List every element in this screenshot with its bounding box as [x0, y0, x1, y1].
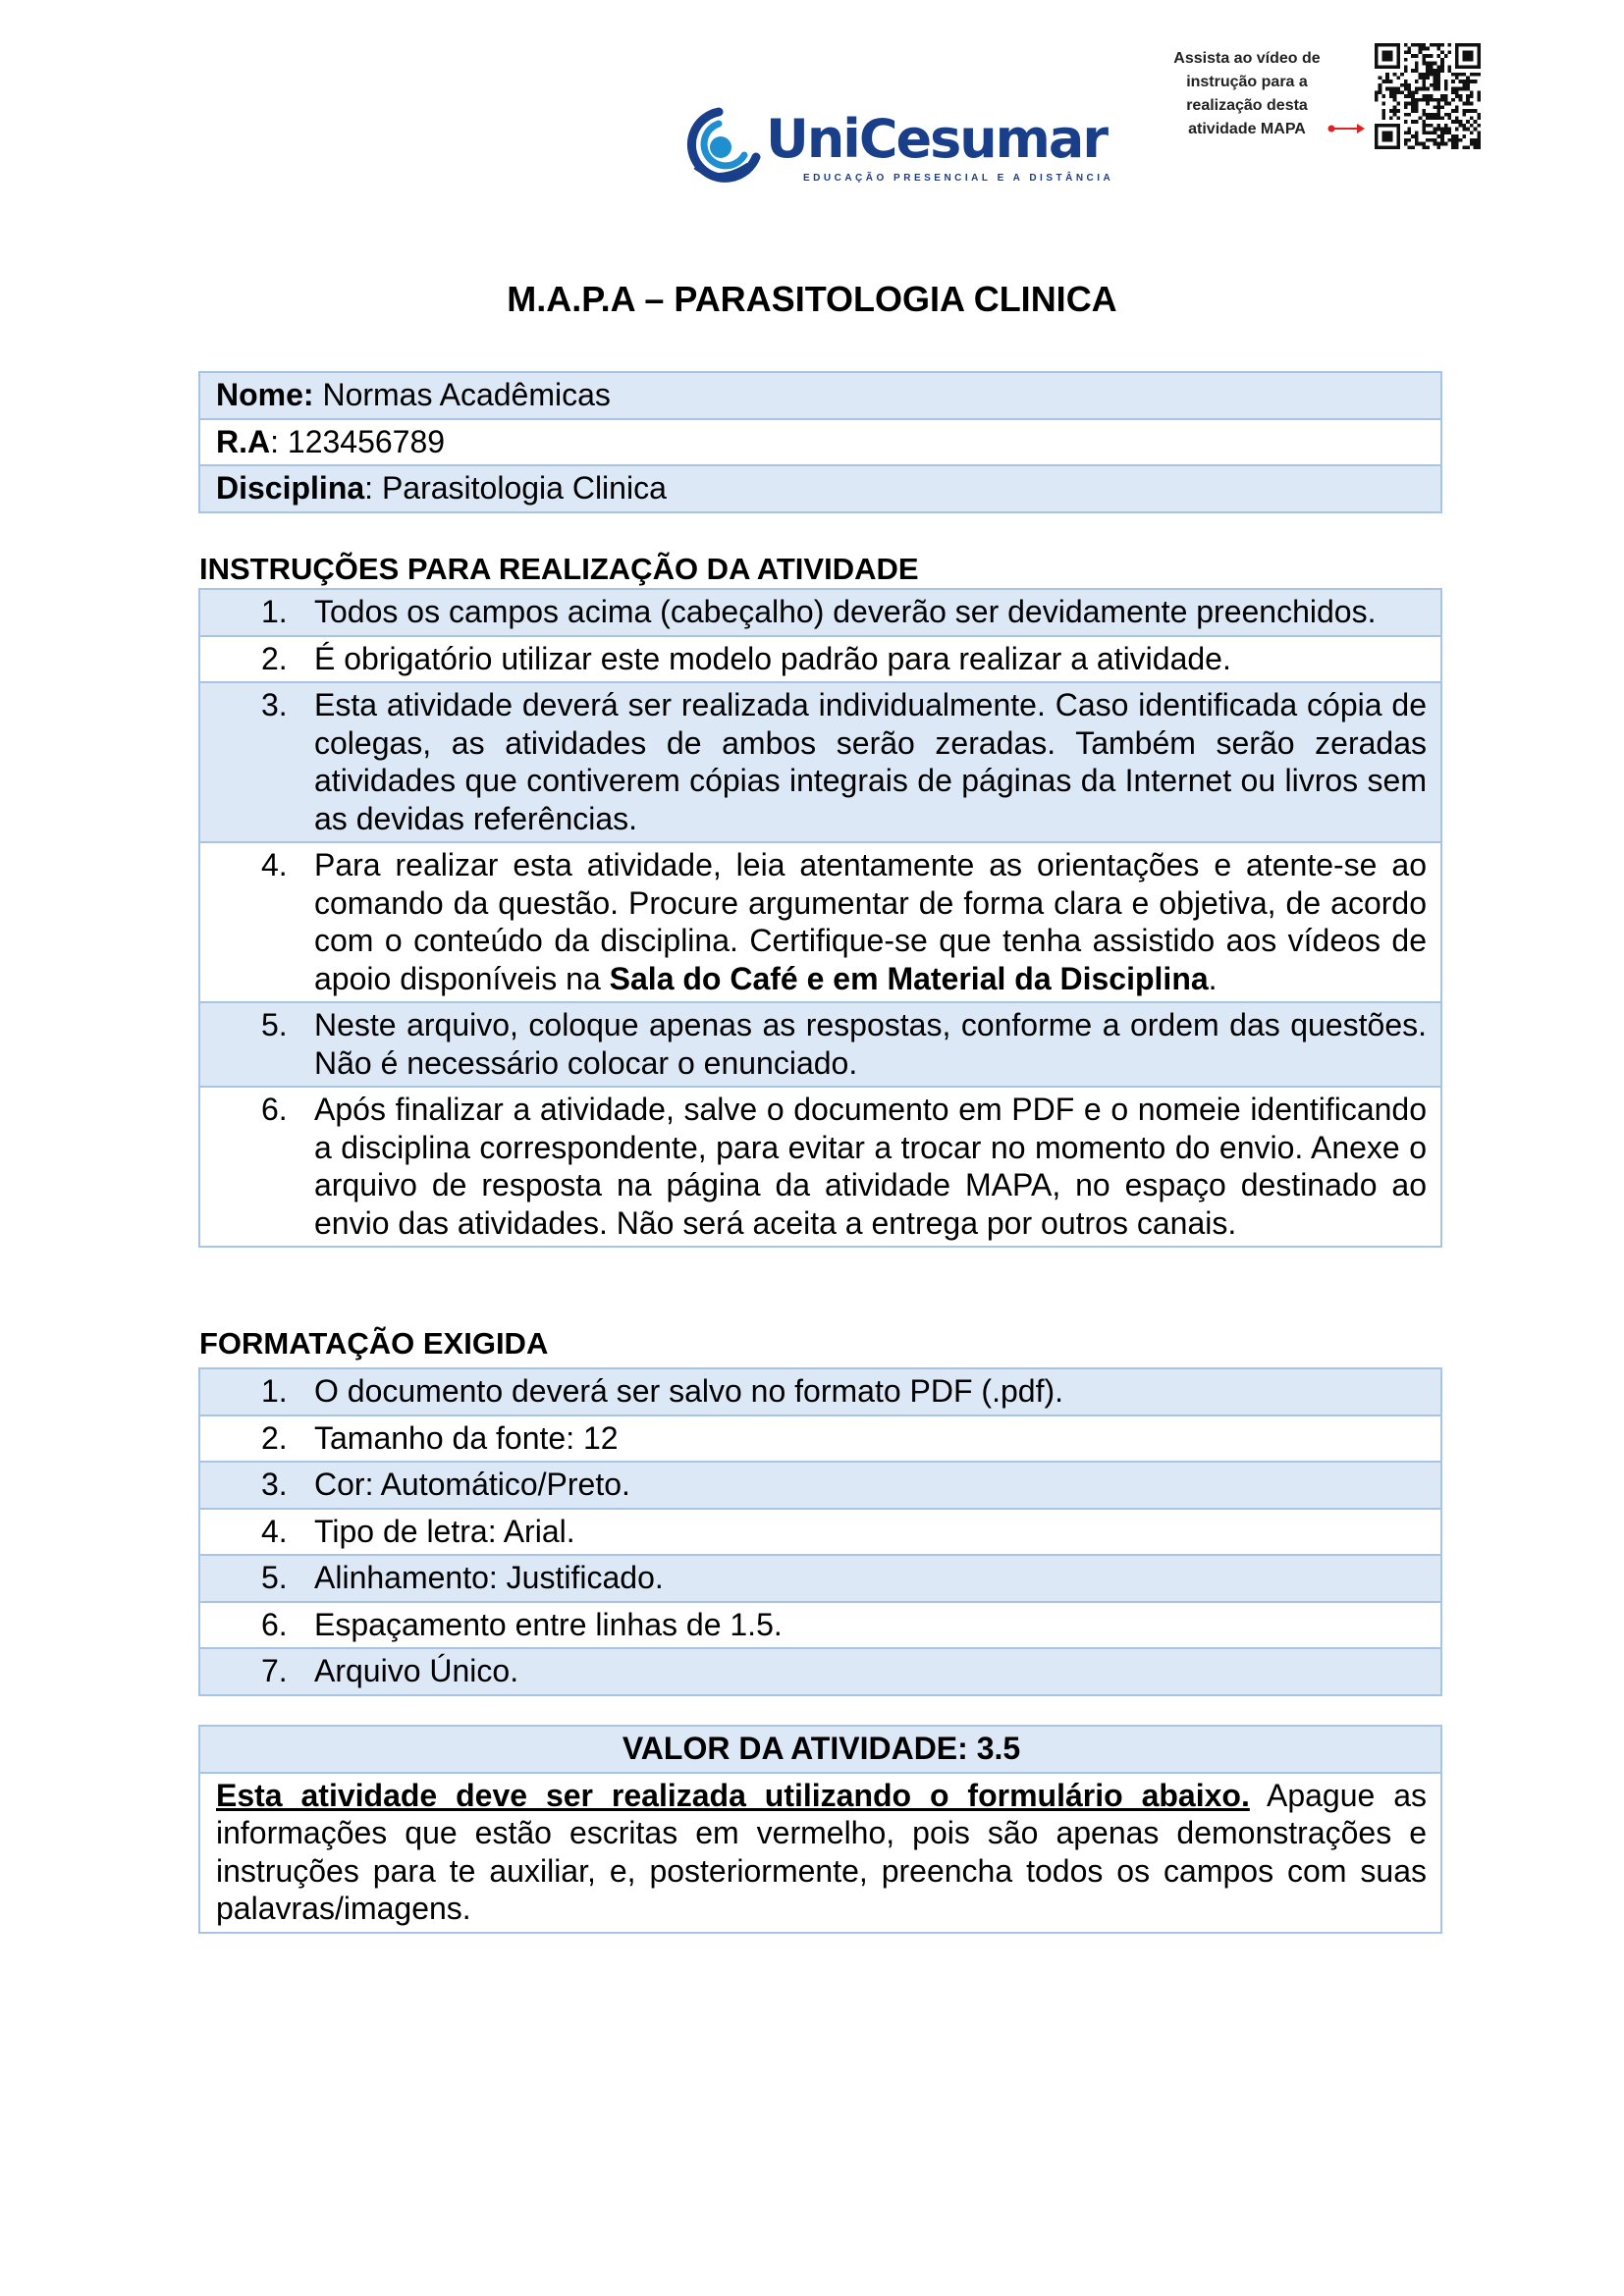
item-number: 1. — [261, 594, 288, 629]
list-item — [200, 841, 1440, 1001]
student-ra-row — [200, 418, 1440, 465]
student-discipline-value[interactable]: : Parasitologia Clinica — [364, 470, 667, 506]
field-label: Disciplina — [216, 470, 365, 506]
item-text: Espaçamento entre linhas de 1.5. — [314, 1606, 783, 1642]
item-text: É obrigatório utilizar este modelo padrão para realizar a atividade. — [314, 640, 1231, 676]
formatting-heading: FORMATAÇÃO EXIGIDA — [199, 1326, 549, 1361]
item-text: Todos os campos acima (cabeçalho) deverão ser devidamente preenchidos. — [314, 594, 1377, 629]
qr-note-line: Assista ao vídeo de — [1173, 50, 1321, 67]
item-number: 1. — [261, 1373, 288, 1409]
item-text: Neste arquivo, coloque apenas as respostas, conforme a ordem das questões. Não é necessário colocar o enunciado. — [314, 1007, 1427, 1081]
item-number: 2. — [261, 640, 288, 676]
item-number: 6. — [261, 1092, 288, 1127]
list-item — [200, 1647, 1440, 1694]
logo-tagline: EDUCAÇÃO PRESENCIAL E A DISTÂNCIA — [803, 173, 1114, 184]
item-number: 2. — [261, 1419, 288, 1456]
item-number: 7. — [261, 1653, 288, 1688]
item-text: Alinhamento: Justificado. — [314, 1560, 664, 1595]
unicesumar-logo — [676, 106, 1114, 190]
item-text: Após finalizar a atividade, salve o documento em PDF e o nomeie identificando a disciplina correspondente, para evitar a trocar no momento do envio. Anexe o arquivo de resposta na página da atividade MAPA, no espaço destinado ao envio das atividades. Não será aceita a entrega por outros canais. — [314, 1092, 1427, 1241]
item-number: 5. — [261, 1560, 288, 1595]
list-item — [200, 1415, 1440, 1462]
list-item — [200, 1601, 1440, 1648]
item-number: 3. — [261, 1467, 288, 1502]
item-text: Esta atividade deverá ser realizada individualmente. Caso identificada cópia de colegas, as atividades de ambos serão zeradas. Também serão zeradas atividades que contiverem cópias integrais de páginas da Internet ou livros sem as devidas referências. — [314, 687, 1427, 836]
arrow-right-icon — [1327, 122, 1367, 135]
item-number: 4. — [261, 847, 288, 882]
item-text: Tipo de letra: Arial. — [314, 1513, 575, 1549]
item-text: O documento deverá ser salvo no formato PDF (.pdf). — [314, 1373, 1063, 1409]
item-number: 3. — [261, 687, 288, 722]
instructions-list — [198, 588, 1442, 1248]
item-number: 6. — [261, 1606, 288, 1642]
student-discipline-row — [200, 464, 1440, 511]
item-text: Tamanho da fonte: 12 — [314, 1419, 619, 1456]
logo-wordmark: UniCesumar — [766, 108, 1107, 170]
unicesumar-logo-icon — [676, 106, 762, 185]
qr-instruction-note — [1149, 47, 1345, 141]
list-item — [200, 635, 1440, 682]
activity-value-text: Apague as informações que estão escritas em vermelho, pois são apenas demonstrações e instruções para te auxiliar, e, posteriormente, preencha todos os campos com suas palavras/imagens. — [216, 1777, 1428, 1926]
student-info-table — [198, 371, 1442, 513]
list-item — [200, 1369, 1440, 1415]
activity-value-table — [198, 1725, 1442, 1934]
instructions-heading: INSTRUÇÕES PARA REALIZAÇÃO DA ATIVIDADE — [199, 552, 919, 586]
item-text-bold: Sala do Café e em Material da Disciplina — [609, 960, 1209, 996]
list-item — [200, 1086, 1440, 1246]
qr-code-icon[interactable] — [1375, 43, 1481, 149]
field-label: Nome: — [216, 377, 314, 412]
activity-value-body — [200, 1772, 1440, 1932]
item-text-part: . — [1208, 960, 1218, 996]
item-number: 5. — [261, 1007, 288, 1042]
list-item — [200, 590, 1440, 635]
item-text-part: Para realizar esta atividade, leia atentamente as orientações e atente-se ao comando da questão. Procure argumentar de forma clara e objetiva, de acordo com o conteúdo da disciplina. Certifique-se que tenha assistido aos vídeos de apoio disponíveis na — [314, 847, 1427, 996]
qr-note-line: instrução para a — [1186, 74, 1308, 90]
student-name-value[interactable]: Normas Acadêmicas — [313, 377, 611, 412]
list-item — [200, 1001, 1440, 1086]
activity-value-emphasis: Esta atividade deve ser realizada utilizando o formulário abaixo. — [216, 1777, 1250, 1813]
list-item — [200, 1508, 1440, 1555]
activity-value-heading: VALOR DA ATIVIDADE: 3.5 — [200, 1727, 1440, 1772]
list-item — [200, 1461, 1440, 1508]
student-ra-value[interactable]: : 123456789 — [270, 423, 446, 459]
field-label: R.A — [216, 423, 271, 459]
qr-note-line: atividade MAPA — [1188, 121, 1306, 137]
list-item — [200, 1554, 1440, 1601]
formatting-list — [198, 1367, 1442, 1696]
document-title: M.A.P.A – PARASITOLOGIA CLINICA — [507, 279, 1117, 319]
student-name-row — [200, 373, 1440, 418]
list-item — [200, 681, 1440, 841]
item-text — [314, 846, 1427, 997]
qr-note-line: realização desta — [1186, 97, 1308, 114]
item-number: 4. — [261, 1513, 288, 1549]
item-text: Arquivo Único. — [314, 1653, 519, 1688]
item-text: Cor: Automático/Preto. — [314, 1467, 630, 1502]
